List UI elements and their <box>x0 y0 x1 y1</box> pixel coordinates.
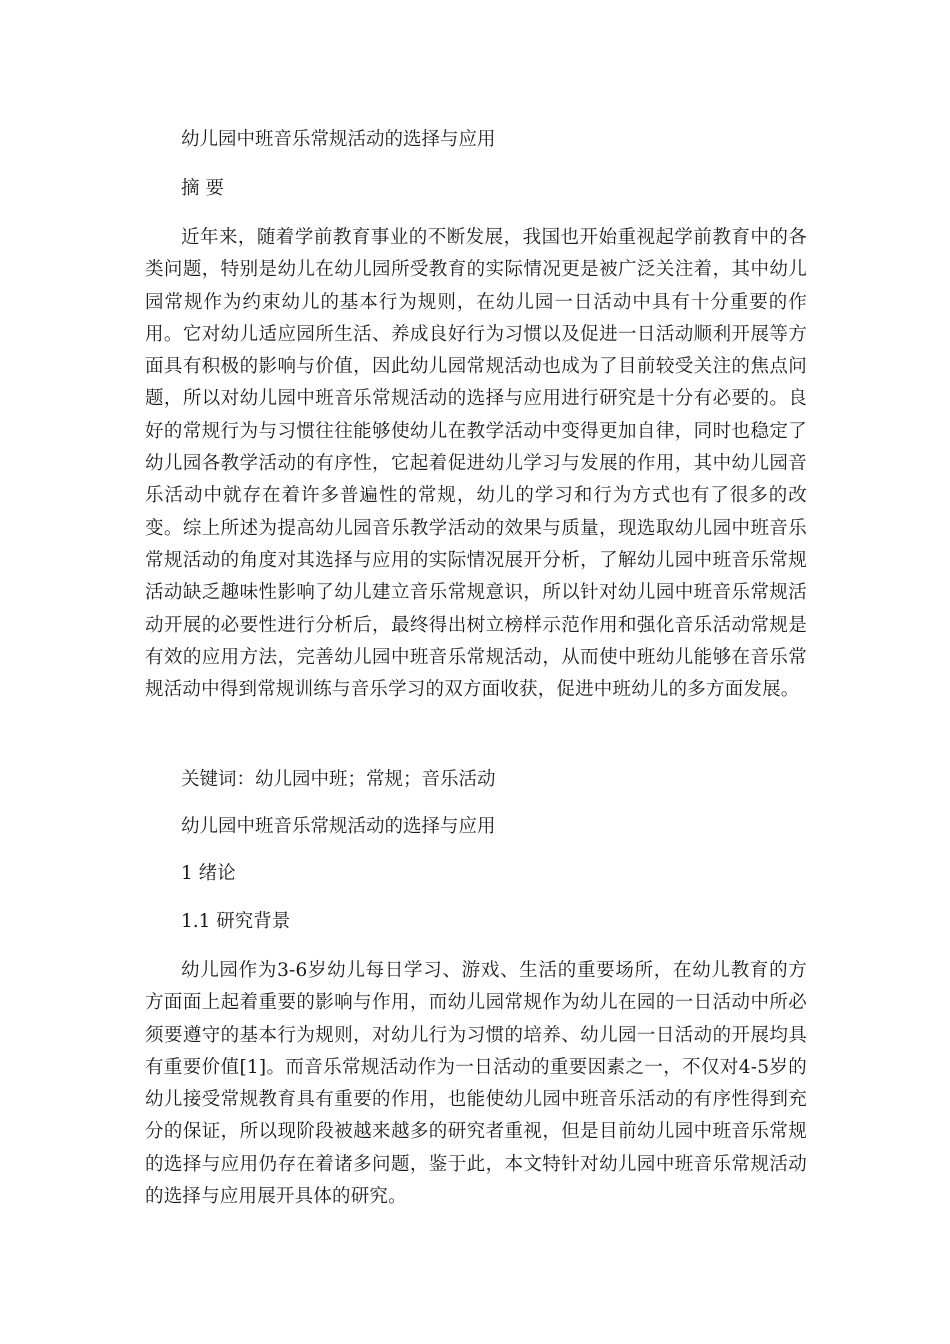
background-paragraph: 幼儿园作为3-6岁幼儿每日学习、游戏、生活的重要场所，在幼儿教育的方方面面上起着重要的影响与作用，而幼儿园常规作为幼儿在园的一日活动中所必须要遵守的基本行为规则，对幼儿行为习惯的培养、幼儿园一日活动的开展均具有重要价值[1]。而音乐常规活动作为一日活动的重要因素之一，不仅对4-5岁的幼儿接受常规教育具有重要的作用，也能使幼儿园中班音乐活动的有序性得到充分的保证，所以现阶段被越来越多的研究者重视，但是目前幼儿园中班音乐常规的选择与应用仍存在着诸多问题，鉴于此，本文特针对幼儿园中班音乐常规活动的选择与应用展开具体的研究。 <box>145 960 807 1208</box>
abstract-heading: 摘 要 <box>181 178 224 199</box>
keywords-line: 关键词：幼儿园中班；常规；音乐活动 <box>181 769 496 790</box>
section-heading-1: 1 绪论 <box>181 863 236 884</box>
abstract-paragraph: 近年来，随着学前教育事业的不断发展，我国也开始重视起学前教育中的各类问题，特别是幼儿在幼儿园所受教育的实际情况更是被广泛关注着，其中幼儿园常规作为约束幼儿的基本行为规则，在幼儿园一日活动中具有十分重要的作用。它对幼儿适应园所生活、养成良好行为习惯以及促进一日活动顺利开展等方面具有积极的影响与价值，因此幼儿园常规活动也成为了目前较受关注的焦点问题，所以对幼儿园中班音乐常规活动的选择与应用进行研究是十分有必要的。良好的常规行为与习惯往往能够使幼儿在教学活动中变得更加自律，同时也稳定了幼儿园各教学活动的有序性，它起着促进幼儿学习与发展的作用，其中幼儿园音乐活动中就存在着许多普遍性的常规，幼儿的学习和行为方式也有了很多的改变。综上所述为提高幼儿园音乐教学活动的效果与质量，现选取幼儿园中班音乐常规活动的角度对其选择与应用的实际情况展开分析，了解幼儿园中班音乐常规活动缺乏趣味性影响了幼儿建立音乐常规意识，所以针对幼儿园中班音乐常规活动开展的必要性进行分析后，最终得出树立榜样示范作用和强化音乐活动常规是有效的应用方法，完善幼儿园中班音乐常规活动，从而使中班幼儿能够在音乐常规活动中得到常规训练与音乐学习的双方面收获，促进中班幼儿的多方面发展。 <box>145 227 807 701</box>
section-heading-1-1: 1.1 研究背景 <box>181 911 291 932</box>
repeated-title: 幼儿园中班音乐常规活动的选择与应用 <box>181 816 496 837</box>
document-title: 幼儿园中班音乐常规活动的选择与应用 <box>181 129 496 150</box>
